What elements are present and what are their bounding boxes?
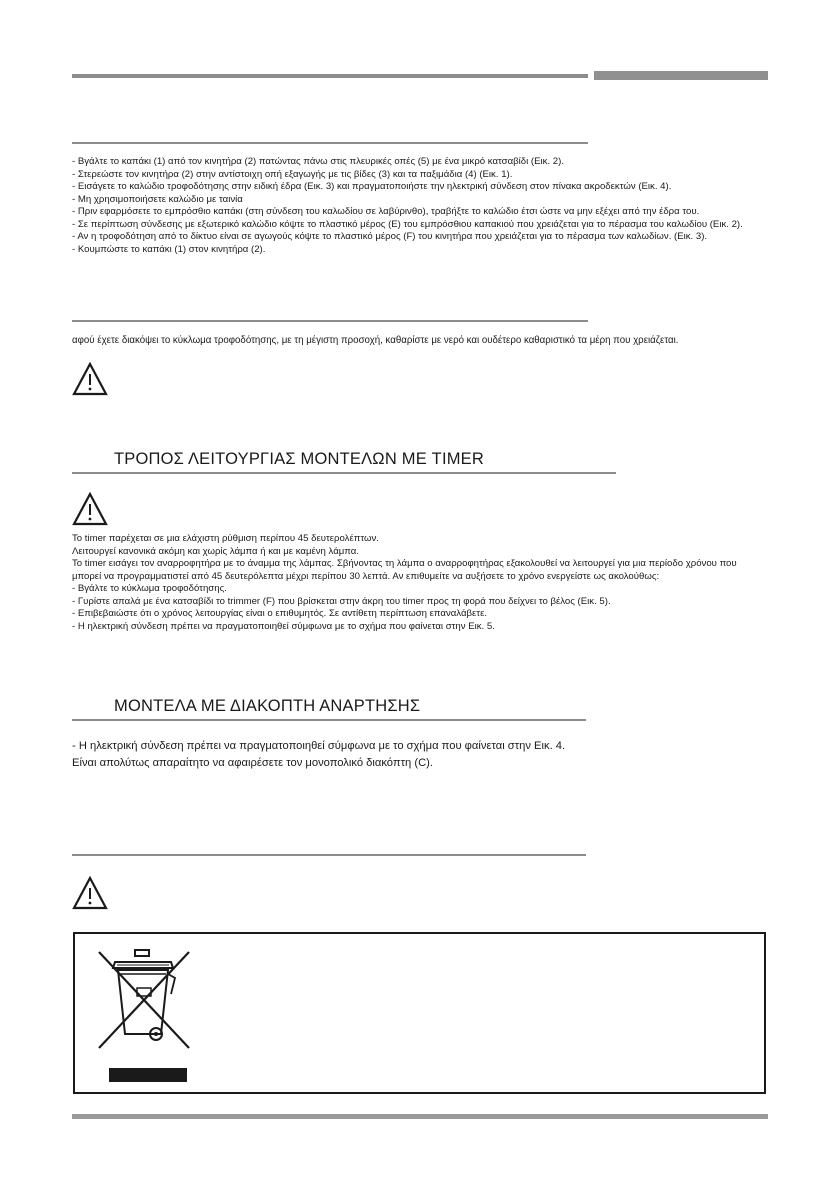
header-rule-long — [72, 74, 588, 78]
list-item: - Μη χρησιμοποιήσετε καλώδιο με ταινία — [72, 193, 243, 205]
warning-triangle-icon — [72, 362, 108, 396]
switch-models-title: ΜΟΝΤΕΛΑ ΜΕ ΔΙΑΚΟΠΤΗ ΑΝΑΡΤΗΣΗΣ — [114, 697, 421, 715]
switch-models-text — [72, 738, 565, 772]
timer-line: - Η ηλεκτρική σύνδεση πρέπει να πραγματοποιηθεί σύμφωνα με το σχήμα που φαίνεται στην Εικ. 5. — [72, 620, 495, 632]
cleaning-text: αφού έχετε διακόψει το κύκλωμα τροφοδότησης, με τη μέγιστη προσοχή, καθαρίστε με νερό και ουδέτερο καθαριστικό τα μέρη που χρειάζεται. — [72, 335, 679, 346]
installation-divider — [72, 142, 588, 144]
timer-line: - Επιβεβαιώστε ότι ο χρόνος λειτουργίας είναι ο επιθυμητός. Σε αντίθετη περίπτωση επαναλάβετε. — [72, 608, 488, 619]
timer-text — [72, 533, 737, 633]
weee-box — [73, 932, 766, 1094]
list-item: - Σε περίπτωση σύνδεσης με εξωτερικό καλώδιο κόψτε το πλαστικό μέρος (E) του εμπρόσθιου καπακιού που χρειάζεται για το πέρασμα του καλωδίου (Εικ. 2). — [72, 218, 743, 230]
list-item: - Πριν εφαρμόσετε το εμπρόσθιο καπάκι (στη σύνδεση του καλωδίου σε λαβύρινθο), τραβήξτε το καλώδιο έτσι ώστε να μην εξέχει από την έδρα του. — [72, 206, 700, 217]
list-item: - Κουμπώστε το καπάκι (1) στον κινητήρα (2). — [72, 243, 266, 255]
warning-triangle-icon — [72, 876, 108, 910]
warning-triangle-icon — [72, 492, 108, 526]
timer-line: Το timer παρέχεται σε μια ελάχιστη ρύθμιση περίπου 45 δευτερολέπτων. — [72, 533, 379, 544]
footer-rule — [72, 1114, 768, 1119]
timer-line: - Βγάλτε το κύκλωμα τροφοδότησης. — [72, 583, 227, 594]
list-item: - Στερεώστε τον κινητήρα (2) στην αντίστοιχη οπή εξαγωγής με τις βίδες (3) και τα παξιμάδια (4) (Εικ. 1). — [72, 168, 513, 180]
list-item: - Βγάλτε το καπάκι (1) από τον κινητήρα (2) πατώντας πάνω στις πλευρικές οπές (5) με ένα μικρό κατσαβίδι (Εικ. 2). — [72, 156, 564, 167]
timer-line: Λειτουργεί κανονικά ακόμη και χωρίς λάμπα ή και με καμένη λάμπα. — [72, 545, 359, 557]
cleaning-divider — [72, 320, 588, 322]
switch-models-line: Είναι απολύτως απαραίτητο να αφαιρέσετε τον μονοπολικό διακόπτη (C). — [72, 757, 433, 769]
list-item: - Εισάγετε το καλώδιο τροφοδότησης στην ειδική έδρα (Εικ. 3) και πραγματοποιήστε την ηλεκτρική σύνδεση στον πίνακα ακροδεκτών (Εικ. 4). — [72, 181, 672, 192]
timer-line: - Γυρίστε απαλά με ένα κατσαβίδι το trimmer (F) που βρίσκεται στην άκρη του timer προς τη φορά που δείχνει το βέλος (Εικ. 5). — [72, 595, 611, 607]
switch-models-divider — [72, 719, 586, 721]
timer-line: μπορεί να προγραμματιστεί από 45 δευτερόλεπτα μέχρι περίπου 30 λεπτά. Αν επιθυμείτε να αυξήσετε το χρόνο ενεργείστε ως ακολούθως: — [72, 570, 660, 582]
timer-divider — [72, 472, 616, 474]
timer-line: Το timer εισάγει τον αναρροφητήρα με το άναμμα της λάμπας. Σβήνοντας τη λάμπα ο αναρροφητήρας εξακολουθεί να λειτουργεί για μια περίοδο χρόνου που — [72, 558, 737, 569]
timer-title: ΤΡΟΠΟΣ ΛΕΙΤΟΥΡΓΙΑΣ ΜΟΝΤΕΛΩΝ ΜΕ TIMER — [114, 450, 485, 468]
crossed-out-wheelie-bin-icon — [91, 944, 195, 1088]
header-rule-tab — [594, 71, 768, 80]
list-item: - Αν η τροφοδότηση από το δίκτυο είναι σε αγωγούς κόψτε το πλαστικό μέρος (F) του κινητήρα που χρειάζεται για το πέρασμα των καλωδίων. (Εικ. 3). — [72, 231, 708, 242]
installation-list — [72, 156, 743, 256]
disposal-divider — [72, 854, 586, 856]
switch-models-line: - Η ηλεκτρική σύνδεση πρέπει να πραγματοποιηθεί σύμφωνα με το σχήμα που φαίνεται στην Εικ. 4. — [72, 740, 566, 752]
